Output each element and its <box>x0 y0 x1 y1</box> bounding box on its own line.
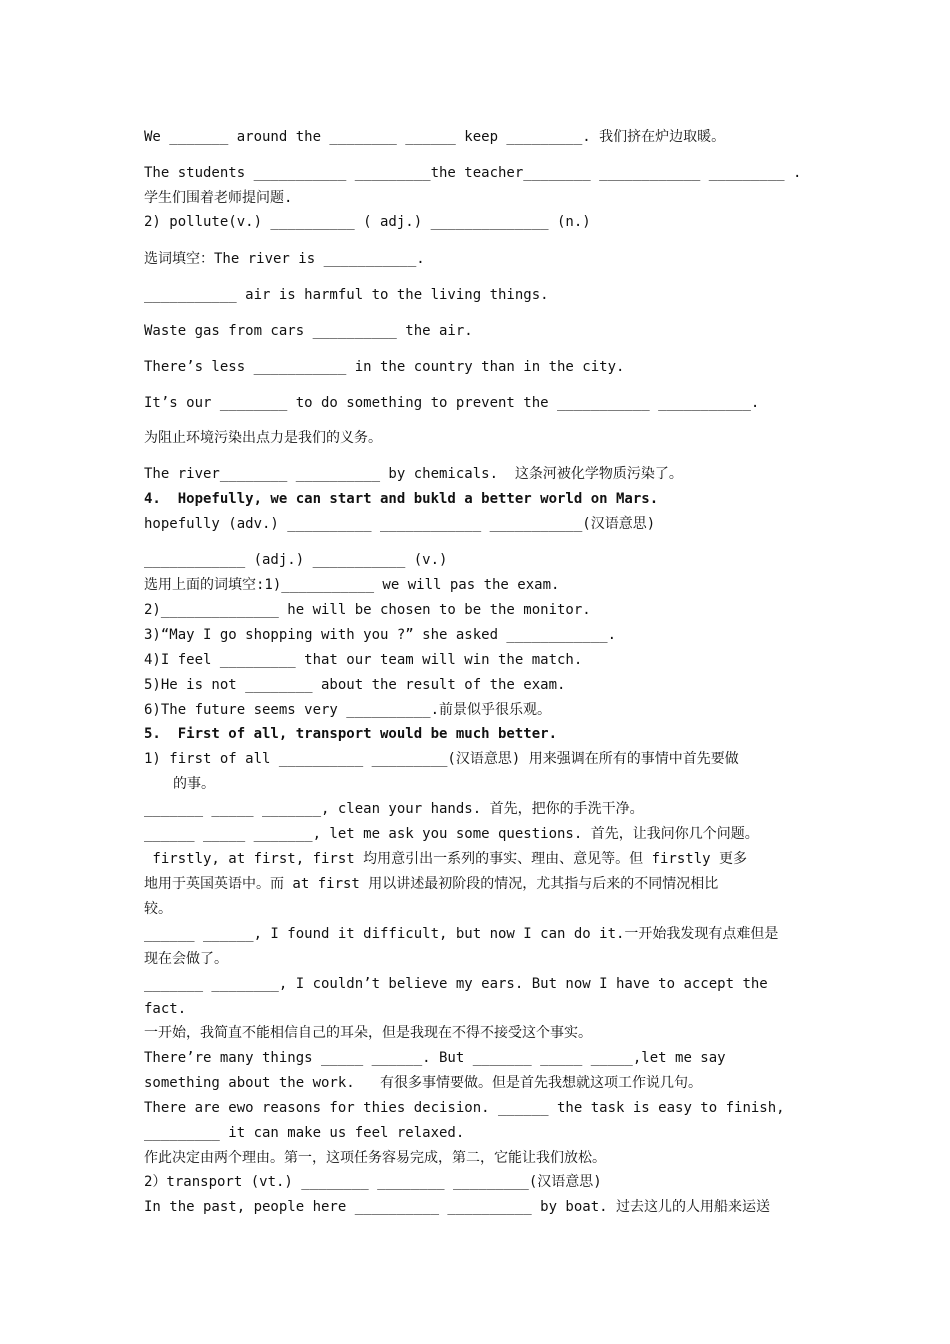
text-line: fact. <box>144 1001 187 1017</box>
text-line: We _______ around the ________ ______ keep _________. 我们挤在炉边取暖。 <box>144 129 726 145</box>
text-line: The students ___________ _________the teacher________ ____________ _________ . <box>144 165 802 181</box>
text-line: There are ewo reasons for thies decision. ______ the task is easy to finish, <box>144 1100 785 1116</box>
text-line: 为阻止环境污染出点力是我们的义务。 <box>144 430 382 446</box>
text-line: ______ _____ _______, let me ask you some questions. 首先，让我问你几个问题。 <box>144 826 759 842</box>
text-line: In the past, people here __________ __________ by boat. 过去这儿的人用船来运送 <box>144 1199 771 1215</box>
text-line: 现在会做了。 <box>144 951 228 967</box>
text-line: 一开始，我简直不能相信自己的耳朵，但是我现在不得不接受这个事实。 <box>144 1025 592 1041</box>
text-line: ______ ______, I found it difficult, but now I can do it.一开始我发现有点难但是 <box>144 926 779 942</box>
text-line: _______ ________, I couldn’t believe my ears. But now I have to accept the <box>144 976 768 992</box>
text-line: hopefully (adv.) __________ ____________ ___________(汉语意思) <box>144 516 656 532</box>
text-line: 选用上面的词填空:1)___________ we will pas the exam. <box>144 577 560 593</box>
text-line: 1) first of all __________ _________(汉语意思) 用来强调在所有的事情中首先要做 <box>144 751 739 767</box>
text-line: 6)The future seems very __________.前景似乎很乐观。 <box>144 702 552 718</box>
section-heading: 5. First of all, transport would be much better. <box>144 726 558 742</box>
text-line: 作此决定由两个理由。第一，这项任务容易完成，第二，它能让我们放松。 <box>144 1150 606 1166</box>
text-line: 学生们围着老师提问题. <box>144 190 293 206</box>
section-heading: 4. Hopefully, we can start and bukld a better world on Mars. <box>144 491 659 507</box>
text-line: There’re many things _____ ______. But _______ _____ _____,let me say <box>144 1050 726 1066</box>
text-line: 2）transport (vt.) ________ ________ _________(汉语意思) <box>144 1174 602 1190</box>
text-line: 选词填空：The river is ___________. <box>144 251 425 267</box>
text-line: _______ _____ _______, clean your hands. 首先，把你的手洗干净。 <box>144 801 644 817</box>
text-line: Waste gas from cars __________ the air. <box>144 323 473 339</box>
text-line: There’s less ___________ in the country than in the city. <box>144 359 625 375</box>
text-line: ____________ (adj.) ___________ (v.) <box>144 552 448 568</box>
text-line: _________ it can make us feel relaxed. <box>144 1125 465 1141</box>
text-line: 2)______________ he will be chosen to be the monitor. <box>144 602 591 618</box>
text-line: ___________ air is harmful to the living things. <box>144 287 549 303</box>
text-line: something about the work. 有很多事情要做。但是首先我想就这项工作说几句。 <box>144 1075 703 1091</box>
text-line: 3)“May I go shopping with you ?” she asked ____________. <box>144 627 617 643</box>
text-line: It’s our ________ to do something to prevent the ___________ ___________. <box>144 395 760 411</box>
text-line: 4)I feel _________ that our team will win the match. <box>144 652 583 668</box>
text-line: The river________ __________ by chemicals. 这条河被化学物质污染了。 <box>144 466 683 482</box>
text-line: 2) pollute(v.) __________ ( adj.) ______________ (n.) <box>144 214 591 230</box>
text-line: 地用于英国英语中。而 at first 用以讲述最初阶段的情况，尤其指与后来的不同情况相比 <box>144 876 719 892</box>
text-line: 的事。 <box>173 776 215 792</box>
text-line: 5)He is not ________ about the result of the exam. <box>144 677 566 693</box>
text-line: 较。 <box>144 901 172 917</box>
text-line: firstly, at first, first 均用意引出一系列的事实、理由、意见等。但 firstly 更多 <box>144 851 748 867</box>
